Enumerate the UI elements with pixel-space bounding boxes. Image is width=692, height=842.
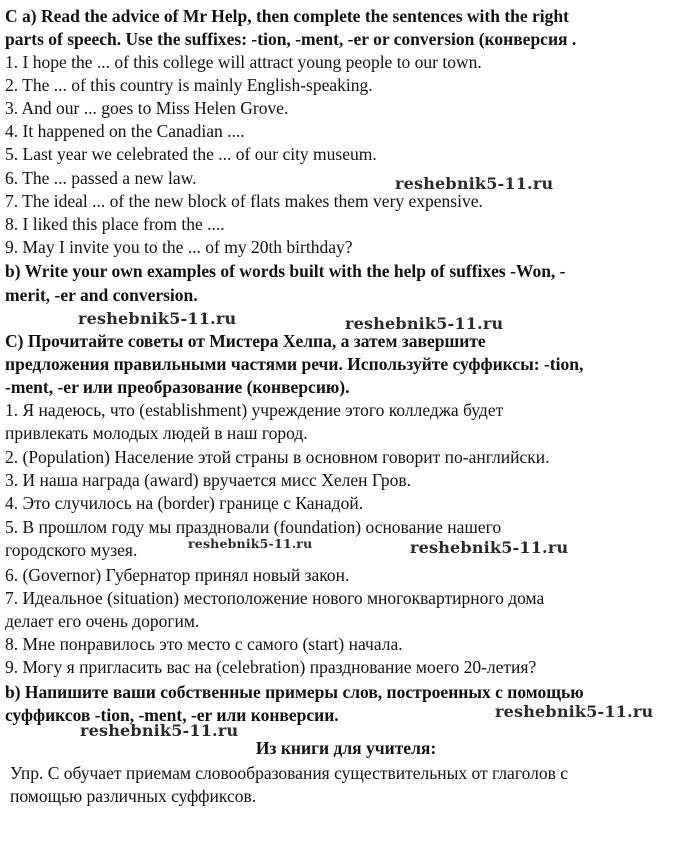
translation-line: 3. И наша награда (award) вручается мисс Хелен Гров.: [5, 470, 411, 490]
translation-line: 6. (Governor) Губернатор принял новый закон.: [5, 565, 350, 585]
translation-line: 2. (Population) Население этой страны в основном говорит по-английски.: [5, 447, 550, 467]
exercise-item-5: 5. Last year we celebrated the ... of our city museum.: [5, 144, 377, 164]
translation-line: привлекать молодых людей в наш город.: [5, 423, 308, 443]
watermark: reshebnik5-11.ru: [188, 536, 313, 551]
translation-heading-line-3: -ment, -er или преобразование (конверсию).: [5, 377, 350, 397]
task-b-line-2: merit, -er and conversion.: [5, 285, 198, 305]
translation-task-b-line-2: суффиксов -tion, -ment, -er или конверсии.: [5, 705, 339, 725]
translation-line: городского музея.: [5, 540, 138, 560]
exercise-item-8: 8. I liked this place from the ....: [5, 214, 225, 234]
translation-heading-line-2: предложения правильными частями речи. Используйте суффиксы: -tion,: [5, 354, 584, 374]
watermark: reshebnik5-11.ru: [80, 721, 239, 740]
task-b-line-1: b) Write your own examples of words built with the help of suffixes -Won, -: [5, 261, 566, 281]
translation-task-b-line-1: b) Напишите ваши собственные примеры слов, построенных с помощью: [5, 682, 584, 702]
exercise-heading-line-1: C a) Read the advice of Mr Help, then complete the sentences with the right: [5, 6, 569, 26]
exercise-item-2: 2. The ... of this country is mainly English-speaking.: [5, 75, 373, 95]
watermark: reshebnik5-11.ru: [410, 538, 569, 557]
translation-line: 7. Идеальное (situation) местоположение нового многоквартирного дома: [5, 588, 545, 608]
translation-line: делает его очень дорогим.: [5, 611, 200, 631]
exercise-item-1: 1. I hope the ... of this college will attract young people to our town.: [5, 52, 482, 72]
teacher-book-title: Из книги для учителя:: [255, 738, 437, 758]
exercise-item-3: 3. And our ... goes to Miss Helen Grove.: [5, 98, 289, 118]
watermark: reshebnik5-11.ru: [395, 174, 554, 193]
teacher-book-text-line-2: помощью различных суффиксов.: [10, 786, 257, 806]
watermark: reshebnik5-11.ru: [78, 309, 237, 328]
watermark: reshebnik5-11.ru: [495, 702, 654, 721]
exercise-item-6: 6. The ... passed a new law.: [5, 168, 197, 188]
translation-line: 9. Могу я пригласить вас на (celebration) празднование моего 20-летия?: [5, 657, 537, 677]
exercise-item-4: 4. It happened on the Canadian ....: [5, 121, 245, 141]
teacher-book-text-line-1: Упр. С обучает приемам словообразования существительных от глаголов с: [10, 763, 568, 783]
translation-heading-line-1: С) Прочитайте советы от Мистера Хелпа, а затем завершите: [5, 331, 486, 351]
translation-line: 8. Мне понравилось это место с самого (start) начала.: [5, 634, 403, 654]
watermark: reshebnik5-11.ru: [345, 314, 504, 333]
translation-line: 5. В прошлом году мы праздновали (foundation) основание нашего: [5, 517, 502, 537]
exercise-item-7: 7. The ideal ... of the new block of flats makes them very expensive.: [5, 191, 483, 211]
exercise-item-9: 9. May I invite you to the ... of my 20th birthday?: [5, 237, 353, 257]
exercise-heading-line-2: parts of speech. Use the suffixes: -tion, -ment, -er or conversion (конверсия .: [5, 29, 577, 49]
translation-line: 1. Я надеюсь, что (establishment) учреждение этого колледжа будет: [5, 400, 504, 420]
translation-line: 4. Это случилось на (border) границе с Канадой.: [5, 493, 364, 513]
